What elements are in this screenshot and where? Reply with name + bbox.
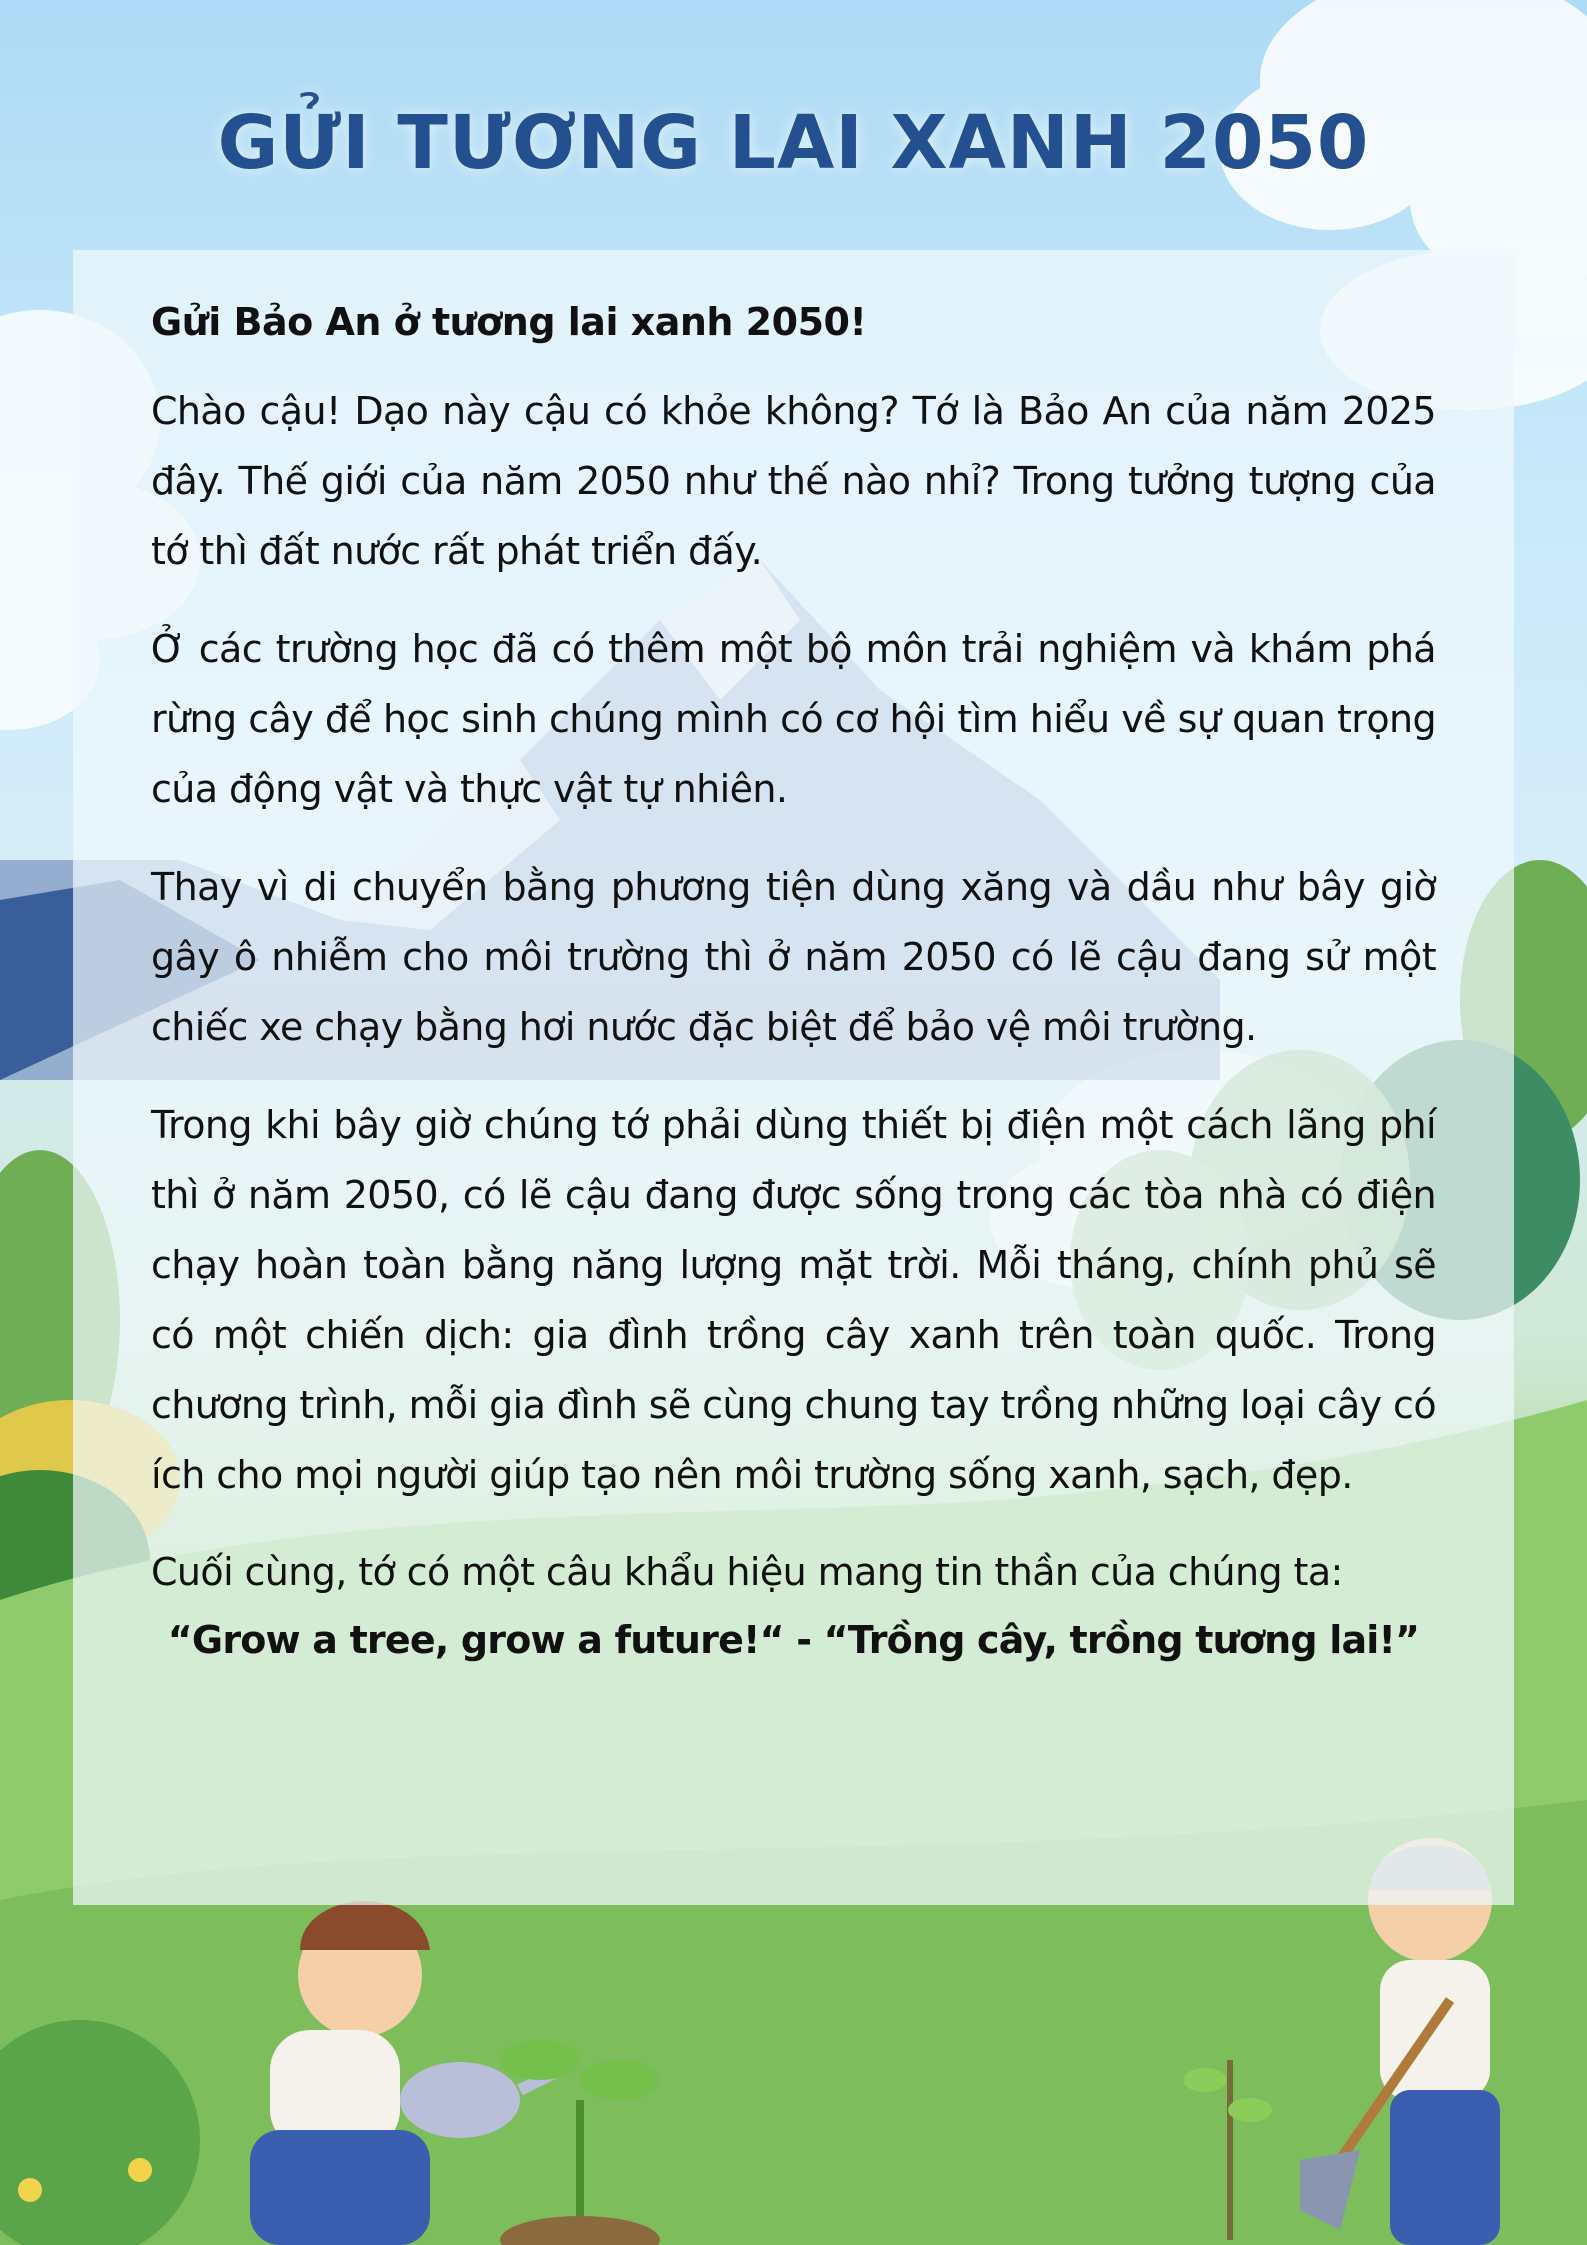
- letter-paragraph: Chào cậu! Dạo này cậu có khỏe không? Tớ là Bảo An của năm 2025 đây. Thế giới của năm 2050 như thế nào nhỉ? Trong tưởng tượng của tớ thì đất nước rất phát triển đấy.: [151, 389, 1436, 573]
- page-title: GỬI TƯƠNG LAI XANH 2050: [217, 100, 1370, 186]
- letter-slogan: “Grow a tree, grow a future!“ - “Trồng cây, trồng tương lai!”: [167, 1618, 1420, 1662]
- letter-greeting: Gửi Bảo An ở tương lai xanh 2050!: [151, 300, 867, 344]
- letter-body: [73, 250, 1514, 1905]
- letter-closing: Cuối cùng, tớ có một câu khẩu hiệu mang tin thần của chúng ta:: [151, 1550, 1343, 1594]
- letter-paragraph: Thay vì di chuyển bằng phương tiện dùng xăng và dầu như bây giờ gây ô nhiễm cho môi trường thì ở năm 2050 có lẽ cậu đang sử một chiếc xe chạy bằng hơi nước đặc biệt để bảo vệ môi trường.: [151, 865, 1436, 1049]
- letter-paragraph: Trong khi bây giờ chúng tớ phải dùng thiết bị điện một cách lãng phí thì ở năm 2050, có lẽ cậu đang được sống trong các tòa nhà có điện chạy hoàn toàn bằng năng lượng mặt trời. Mỗi tháng, chính phủ sẽ có một chiến dịch: gia đình trồng cây xanh trên toàn quốc. Trong chương trình, mỗi gia đình sẽ cùng chung tay trồng những loại cây có ích cho mọi người giúp tạo nên môi trường sống xanh, sạch, đẹp.: [151, 1103, 1436, 1497]
- letter-paragraph: Ở các trường học đã có thêm một bộ môn trải nghiệm và khám phá rừng cây để học sinh chúng mình có cơ hội tìm hiểu về sự quan trọng của động vật và thực vật tự nhiên.: [151, 627, 1436, 811]
